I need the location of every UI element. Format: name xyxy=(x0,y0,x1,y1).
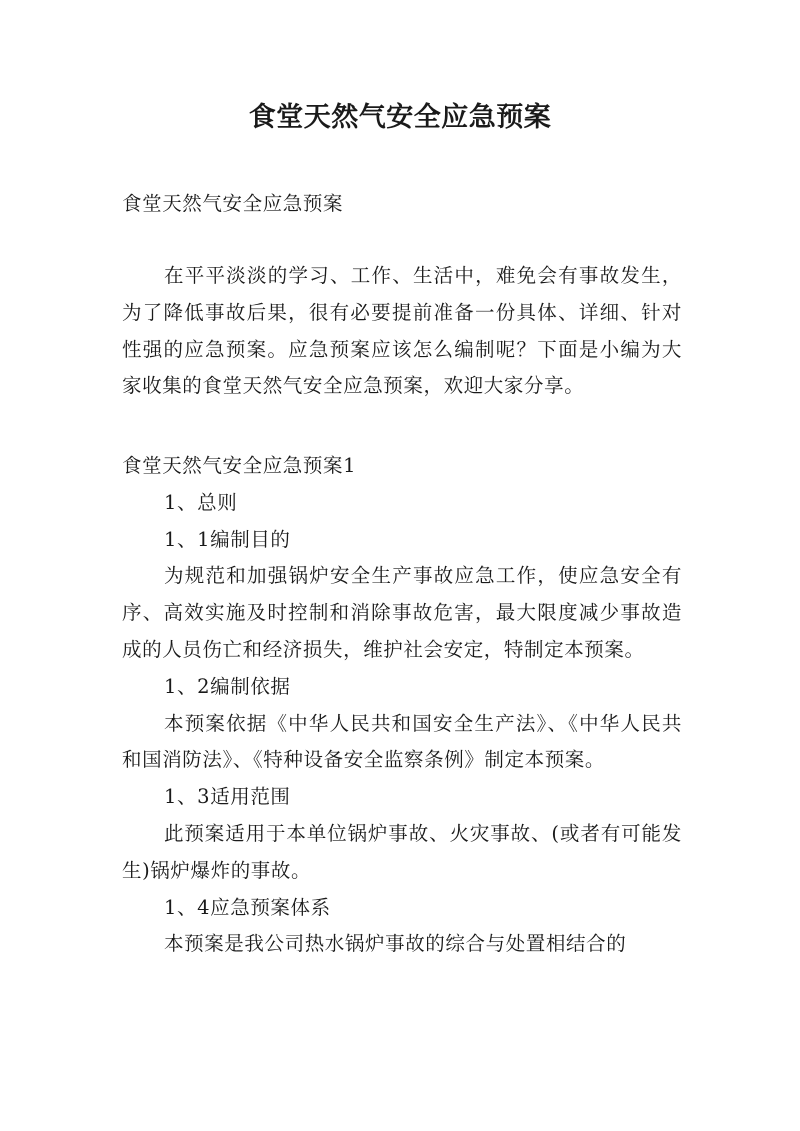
heading-purpose: 1、1编制目的 xyxy=(164,527,291,551)
section-1 xyxy=(122,448,682,963)
paragraph-basis: 本预案依据《中华人民共和国安全生产法》、《中华人民共和国消防法》、《特种设备安全监察条例》制定本预案。 xyxy=(122,711,682,772)
intro-paragraph: 在平平淡淡的学习、工作、生活中，难免会有事故发生，为了降低事故后果，很有必要提前准备一份具体、详细、针对性强的应急预案。应急预案应该怎么编制呢？下面是小编为大家收集的食堂天然气安全应急预案，欢迎大家分享。 xyxy=(122,264,682,398)
heading-basis: 1、2编制依据 xyxy=(164,674,291,698)
heading-general-principles: 1、总则 xyxy=(164,490,238,514)
paragraph-plan-system: 本预案是我公司热水锅炉事故的综合与处置相结合的 xyxy=(164,932,627,956)
paragraph-scope: 此预案适用于本单位锅炉事故、火灾事故、(或者有可能发生)锅炉爆炸的事故。 xyxy=(122,821,682,882)
paragraph-purpose: 为规范和加强锅炉安全生产事故应急工作，使应急安全有序、高效实施及时控制和消除事故危害，最大限度减少事故造成的人员伤亡和经济损失，维护社会安定，特制定本预案。 xyxy=(122,564,682,661)
section-heading: 食堂天然气安全应急预案1 xyxy=(122,454,357,477)
document-title: 食堂天然气安全应急预案 xyxy=(248,102,552,133)
heading-scope: 1、3适用范围 xyxy=(164,785,291,809)
heading-plan-system: 1、4应急预案体系 xyxy=(164,895,331,919)
document-subtitle: 食堂天然气安全应急预案 xyxy=(122,192,344,215)
